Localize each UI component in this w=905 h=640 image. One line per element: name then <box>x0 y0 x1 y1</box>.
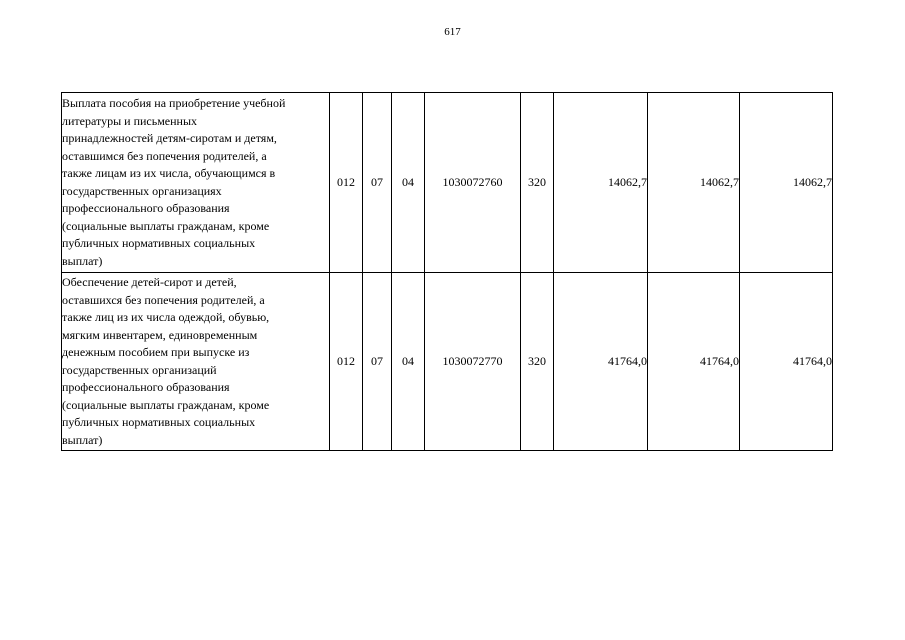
expense-description: Обеспечение детей-сирот и детей, оставшихся без попечения родителей, а также лиц из их числа одеждой, обувью, мягким инвентарем, единовременным денежным пособием при выпуске из государственных организаций профессионального образования (социальные выплаты гражданам, кроме публичных нормативных социальных выплат) <box>62 273 330 451</box>
page-number: 617 <box>444 26 461 38</box>
amount-year-3: 41764,0 <box>740 273 833 451</box>
amount-year-1: 41764,0 <box>554 273 648 451</box>
subsection-code: 04 <box>392 93 425 273</box>
target-article-code: 1030072770 <box>425 273 521 451</box>
table-row <box>62 273 833 451</box>
budget-table <box>61 92 833 451</box>
amount-year-2: 14062,7 <box>648 93 740 273</box>
expense-type-code: 320 <box>521 93 554 273</box>
amount-year-3: 14062,7 <box>740 93 833 273</box>
section-code: 07 <box>363 93 392 273</box>
ministry-code: 012 <box>330 273 363 451</box>
amount-year-2: 41764,0 <box>648 273 740 451</box>
ministry-code: 012 <box>330 93 363 273</box>
subsection-code: 04 <box>392 273 425 451</box>
table-row <box>62 93 833 273</box>
target-article-code: 1030072760 <box>425 93 521 273</box>
expense-description: Выплата пособия на приобретение учебной литературы и письменных принадлежностей детям-сиротам и детям, оставшимся без попечения родителей, а также лицам из их числа, обучающимся в государственных организациях профессионального образования (социальные выплаты гражданам, кроме публичных нормативных социальных выплат) <box>62 93 330 273</box>
expense-type-code: 320 <box>521 273 554 451</box>
section-code: 07 <box>363 273 392 451</box>
amount-year-1: 14062,7 <box>554 93 648 273</box>
